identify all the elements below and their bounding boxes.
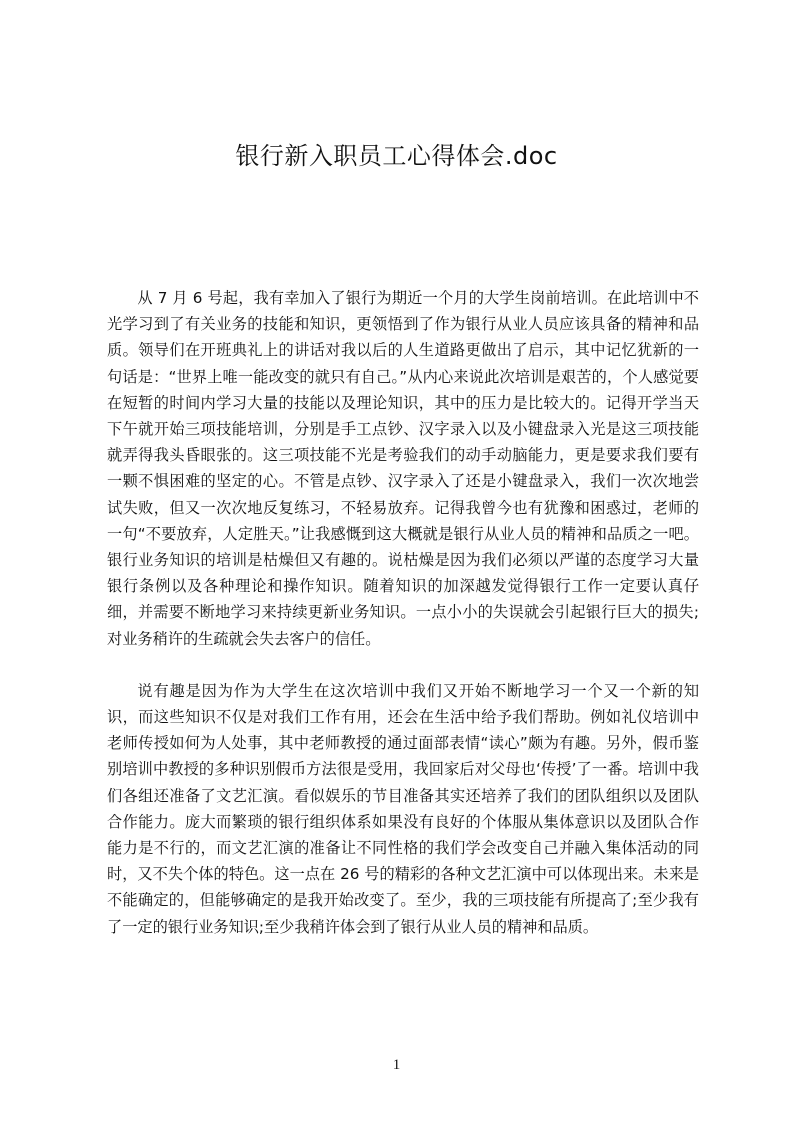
paragraph-1: 从 7 月 6 号起，我有幸加入了银行为期近一个月的大学生岗前培训。在此培训中不光学习到了有关业务的技能和知识，更领悟到了作为银行从业人员应该具备的精神和品质。领导们在开班典礼上的讲话对我以后的人生道路更做出了启示，其中记忆犹新的一句话是：“世界上唯一能改变的就只有自己。”从内心来说此次培训是艰苦的，个人感觉要在短暂的时间内学习大量的技能以及理论知识，其中的压力是比较大的。记得开学当天下午就开始三项技能培训，分别是手工点钞、汉字录入以及小键盘录入光是这三项技能就弄得我头昏眼张的。这三项技能不光是考验我们的动手动脑能力，更是要求我们要有一颗不惧困难的坚定的心。不管是点钞、汉字录入了还是小键盘录入，我们一次次地尝试失败，但又一次次地反复练习，不轻易放弃。记得我曾今也有犹豫和困惑过，老师的一句“不要放弃，人定胜天。”让我感慨到这大概就是银行从业人员的精神和品质之一吧。银行业务知识的培训是枯燥但又有趣的。说枯燥是因为我们必须以严谨的态度学习大量银行条例以及各种理论和操作知识。随着知识的加深越发觉得银行工作一定要认真仔细，并需要不断地学习来持续更新业务知识。一点小小的失误就会引起银行巨大的损失;对业务稍许的生疏就会失去客户的信任。 <box>107 289 699 648</box>
page-number: 1 <box>392 1057 401 1073</box>
document-title: 银行新入职员工心得体会.doc <box>235 142 558 170</box>
paragraph-2: 说有趣是因为作为大学生在这次培训中我们又开始不断地学习一个又一个新的知识，而这些知识不仅是对我们工作有用，还会在生活中给予我们帮助。例如礼仪培训中老师传授如何为人处事，其中老师教授的通过面部表情“读心”颇为有趣。另外，假币鉴别培训中教授的多种识别假币方法很是受用，我回家后对父母也‘传授’了一番。培训中我们各组还准备了文艺汇演。看似娱乐的节目准备其实还培养了我们的团队组织以及团队合作能力。庞大而繁琐的银行组织体系如果没有良好的个体服从集体意识以及团队合作能力是不行的，而文艺汇演的准备让不同性格的我们学会改变自己并融入集体活动的同时，又不失个体的特色。这一点在 26 号的精彩的各种文艺汇演中可以体现出来。未来是不能确定的，但能够确定的是我开始改变了。至少，我的三项技能有所提高了;至少我有了一定的银行业务知识;至少我稍许体会到了银行从业人员的精神和品质。 <box>107 681 699 936</box>
document-body <box>107 285 699 940</box>
